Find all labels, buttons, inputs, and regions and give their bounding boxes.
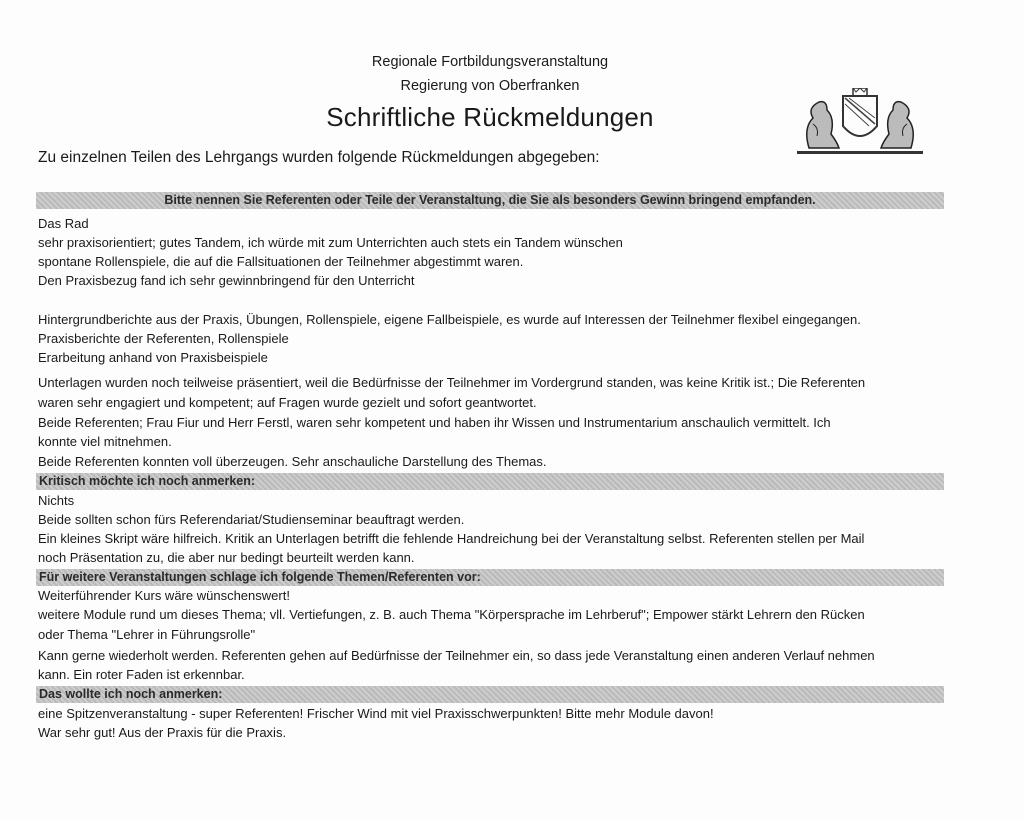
feedback-line: Beide Referenten; Frau Fiur und Herr Ferstl, waren sehr kompetent und haben ihr Wissen und Instrumentarium anschaulich vermittelt. Ich [38,415,831,430]
feedback-line: Nichts [38,493,75,508]
feedback-line: Beide Referenten konnten voll überzeugen. Sehr anschauliche Darstellung des Themas. [38,454,547,469]
section-heading-suggestions [36,569,944,586]
feedback-line: waren sehr engagiert und kompetent; auf Fragen wurde gezielt und sofort geantwortet. [38,395,537,410]
header-authority-line: Regierung von Oberfranken [400,78,580,94]
feedback-line: kann. Ein roter Faden ist erkennbar. [38,667,245,682]
feedback-line: konnte viel mitnehmen. [38,434,172,449]
feedback-line: spontane Rollenspiele, die auf die Fallsituationen der Teilnehmer abgestimmt waren. [38,254,524,269]
header-organizer-line: Regionale Fortbildungsveranstaltung [371,54,609,70]
coat-of-arms-icon [797,88,923,158]
feedback-line: Das Rad [38,216,89,231]
feedback-line: sehr praxisorientiert; gutes Tandem, ich würde mit zum Unterrichten auch stets ein Tandem wünschen [38,235,623,250]
section-heading-remarks [36,686,944,703]
section-heading-criticism [36,473,944,490]
feedback-line: War sehr gut! Aus der Praxis für die Praxis. [38,725,287,740]
feedback-line: Beide sollten schon fürs Referendariat/Studienseminar beauftragt werden. [38,512,465,527]
section-heading-text: Das wollte ich noch anmerken: [39,687,223,701]
feedback-line: eine Spitzenveranstaltung - super Referenten! Frischer Wind mit viel Praxisschwerpunkten! Bitte mehr Module davon! [38,706,714,721]
intro-text: Zu einzelnen Teilen des Lehrgangs wurden folgende Rückmeldungen abgegeben: [38,149,600,166]
feedback-line: oder Thema "Lehrer in Führungsrolle" [38,627,256,642]
page-title: Schriftliche Rückmeldungen [326,102,654,132]
feedback-line: Hintergrundberichte aus der Praxis, Übungen, Rollenspiele, eigene Fallbeispiele, es wurde auf Interessen der Teilnehmer flexibel eingegangen. [38,312,861,327]
feedback-line: Unterlagen wurden noch teilweise präsentiert, weil die Bedürfnisse der Teilnehmer im Vordergrund standen, was keine Kritik ist.; Die Referenten [38,375,866,390]
feedback-line: Erarbeitung anhand von Praxisbeispiele [38,350,268,365]
section-heading-text: Für weitere Veranstaltungen schlage ich folgende Themen/Referenten vor: [39,570,481,584]
section-heading-highlights [36,192,944,209]
feedback-line: noch Präsentation zu, die aber nur bedingt beurteilt werden kann. [38,550,415,565]
section-heading-text: Bitte nennen Sie Referenten oder Teile der Veranstaltung, die Sie als besonders Gewinn bringend empfanden. [164,193,816,207]
feedback-line: Den Praxisbezug fand ich sehr gewinnbringend für den Unterricht [38,273,415,288]
feedback-line: Weiterführender Kurs wäre wünschenswert! [38,588,290,603]
feedback-line: weitere Module rund um dieses Thema; vll. Vertiefungen, z. B. auch Thema "Körpersprache im Lehrberuf"; Empower stärkt Lehrern den Rücken [38,607,865,622]
feedback-line: Praxisberichte der Referenten, Rollenspiele [38,331,289,346]
section-heading-text: Kritisch möchte ich noch anmerken: [39,474,256,488]
feedback-line: Ein kleines Skript wäre hilfreich. Kritik an Unterlagen betrifft die fehlende Handreichung bei der Veranstaltung selbst. Referenten stellen per Mail [38,531,865,546]
feedback-line: Kann gerne wiederholt werden. Referenten gehen auf Bedürfnisse der Teilnehmer ein, so dass jede Veranstaltung einen anderen Verlauf nehmen [38,648,875,663]
